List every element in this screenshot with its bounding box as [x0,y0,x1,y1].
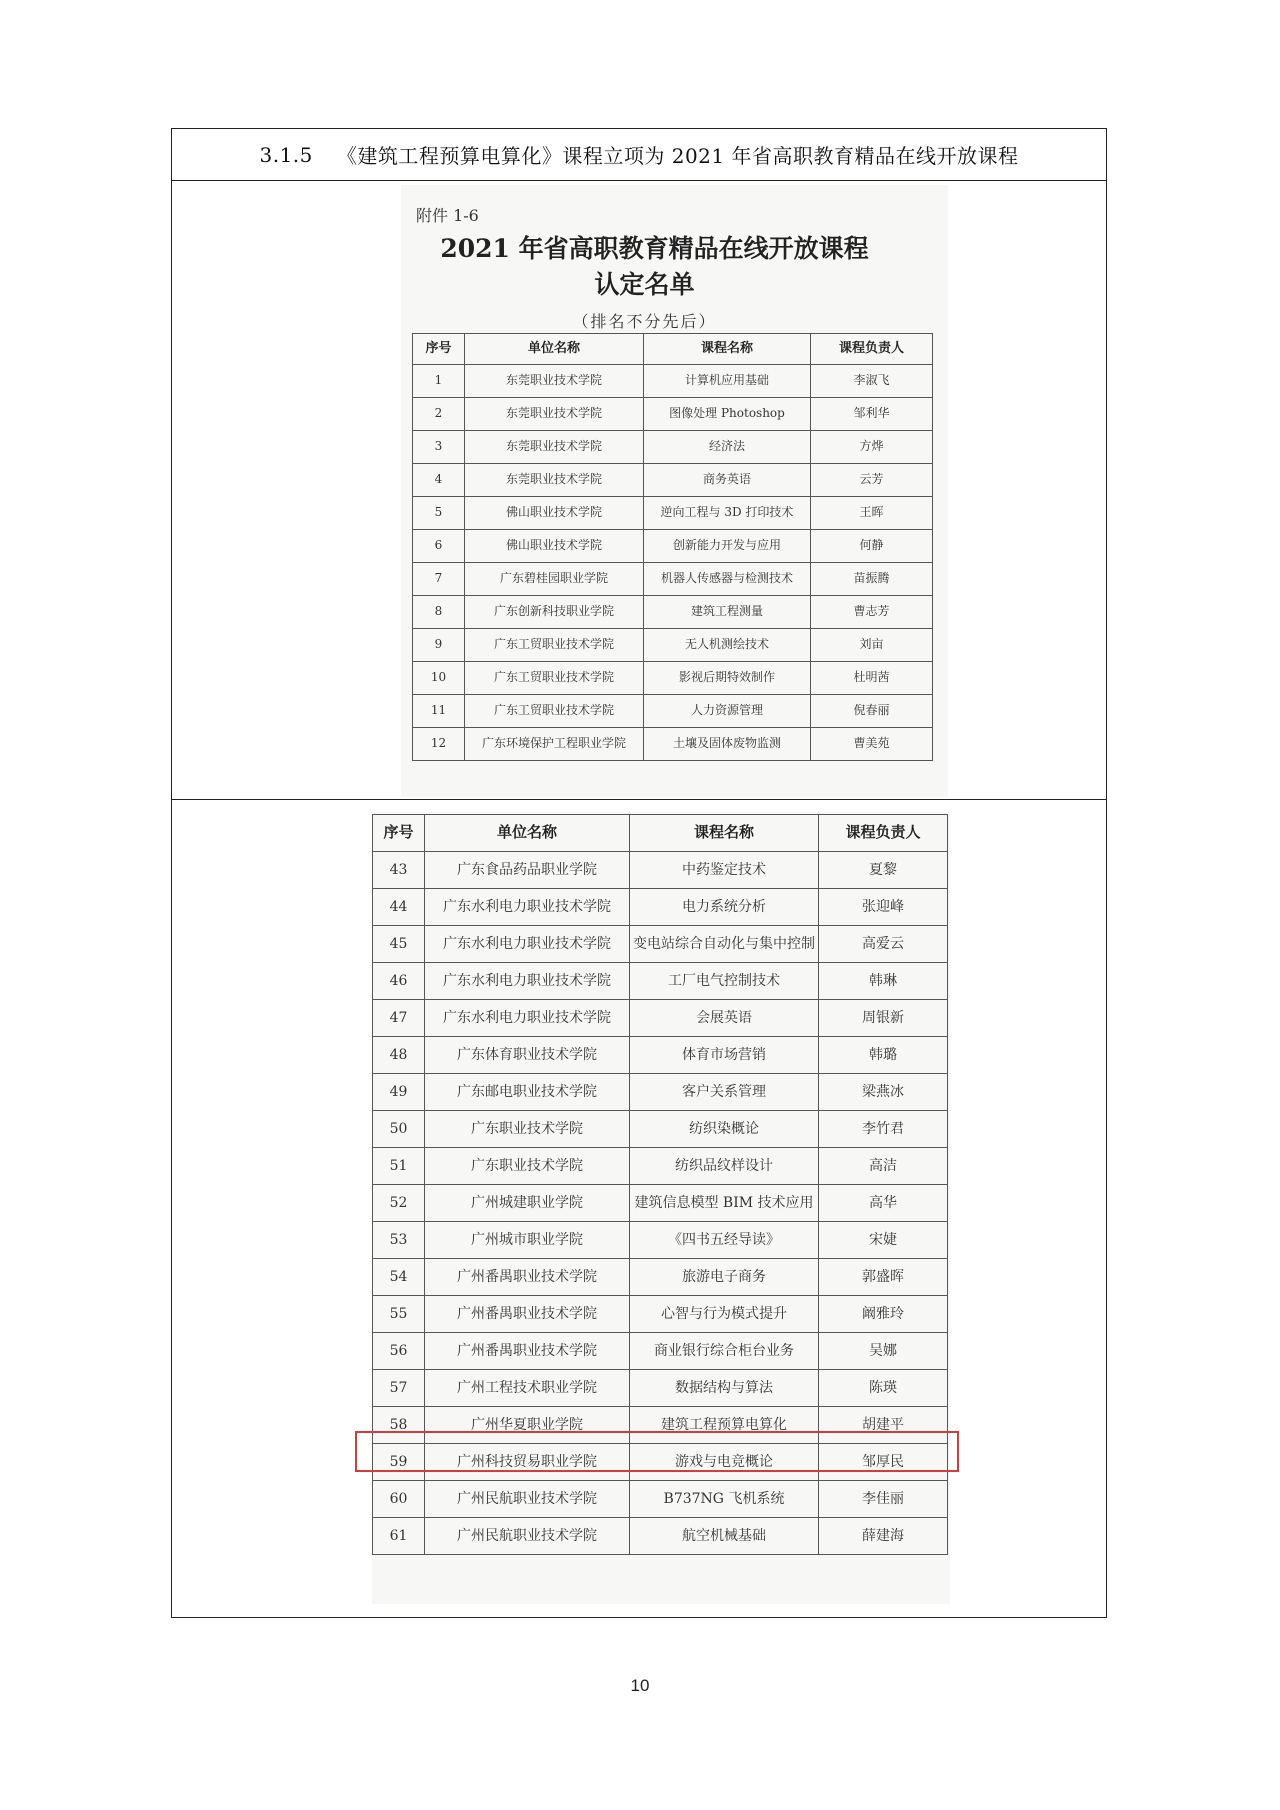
table-row [373,1222,948,1259]
table-row [373,1481,948,1518]
content-frame [171,128,1107,1618]
page-number: 10 [630,1676,650,1695]
cell-course: 纺织品纹样设计 [630,1148,819,1185]
cell-unit: 广东创新科技职业学院 [465,596,644,629]
cell-lead: 陈瑛 [819,1370,948,1407]
cell-course: 建筑信息模型 BIM 技术应用 [630,1185,819,1222]
cell-course: 人力资源管理 [644,695,811,728]
cell-seq: 10 [413,662,465,695]
cell-seq: 60 [373,1481,425,1518]
table-row [373,1111,948,1148]
cell-course: 计算机应用基础 [644,365,811,398]
cell-seq: 48 [373,1037,425,1074]
cell-course: 变电站综合自动化与集中控制 [630,926,819,963]
cell-unit: 东莞职业技术学院 [465,398,644,431]
table-row [413,563,933,596]
table-row [373,1370,948,1407]
table-row [413,464,933,497]
cell-unit: 广东食品药品职业学院 [425,852,630,889]
cell-course: 建筑工程测量 [644,596,811,629]
cell-course: 纺织染概论 [630,1111,819,1148]
cell-lead: 周银新 [819,1000,948,1037]
document-subtitle: 认定名单 [594,270,695,299]
cell-course: 旅游电子商务 [630,1259,819,1296]
cell-seq: 47 [373,1000,425,1037]
cell-lead: 张迎峰 [819,889,948,926]
cell-lead: 邹厚民 [819,1444,948,1481]
cell-lead: 曹美苑 [811,728,933,761]
cell-seq: 45 [373,926,425,963]
cell-lead: 何静 [811,530,933,563]
document-title: 2021 年省高职教育精品在线开放课程 [440,234,869,263]
cell-lead: 方烨 [811,431,933,464]
cell-course: 《四书五经导读》 [630,1222,819,1259]
cell-lead: 李淑飞 [811,365,933,398]
cell-unit: 广东职业技术学院 [425,1148,630,1185]
cell-course: B737NG 飞机系统 [630,1481,819,1518]
cell-unit: 广州番禺职业技术学院 [425,1296,630,1333]
cell-course: 电力系统分析 [630,889,819,926]
header-seq: 序号 [373,815,425,852]
table-header-row [413,334,933,365]
table-row [373,1518,948,1555]
cell-seq: 4 [413,464,465,497]
table-row [413,365,933,398]
cell-unit: 广州科技贸易职业学院 [425,1444,630,1481]
cell-lead: 韩璐 [819,1037,948,1074]
cell-lead: 邹利华 [811,398,933,431]
cell-course: 图像处理 Photoshop [644,398,811,431]
cell-unit: 广州番禺职业技术学院 [425,1333,630,1370]
cell-seq: 12 [413,728,465,761]
table-row [373,1333,948,1370]
cell-lead: 阚雅玲 [819,1296,948,1333]
cell-course: 客户关系管理 [630,1074,819,1111]
cell-lead: 云芳 [811,464,933,497]
cell-unit: 广州番禺职业技术学院 [425,1259,630,1296]
cell-lead: 王晖 [811,497,933,530]
cell-course: 建筑工程预算电算化 [630,1407,819,1444]
table-row [413,596,933,629]
cell-course: 工厂电气控制技术 [630,963,819,1000]
cell-seq: 56 [373,1333,425,1370]
table-row [373,1037,948,1074]
cell-course: 体育市场营销 [630,1037,819,1074]
highlight-box [355,1431,959,1472]
cell-unit: 广东水利电力职业技术学院 [425,889,630,926]
table-row [373,852,948,889]
cell-course: 无人机测绘技术 [644,629,811,662]
cell-unit: 东莞职业技术学院 [465,365,644,398]
header-seq: 序号 [413,334,465,365]
cell-unit: 广州工程技术职业学院 [425,1370,630,1407]
table-row [413,629,933,662]
table-row [373,963,948,1000]
cell-unit: 广东水利电力职业技术学院 [425,963,630,1000]
cell-seq: 52 [373,1185,425,1222]
header-lead: 课程负责人 [811,334,933,365]
cell-seq: 8 [413,596,465,629]
cell-seq: 3 [413,431,465,464]
cell-seq: 50 [373,1111,425,1148]
cell-unit: 广东体育职业技术学院 [425,1037,630,1074]
cell-lead: 高爱云 [819,926,948,963]
header-unit: 单位名称 [465,334,644,365]
cell-course: 航空机械基础 [630,1518,819,1555]
cell-seq: 53 [373,1222,425,1259]
cell-seq: 61 [373,1518,425,1555]
cell-seq: 1 [413,365,465,398]
cell-unit: 东莞职业技术学院 [465,431,644,464]
cell-lead: 高洁 [819,1148,948,1185]
cell-lead: 吴娜 [819,1333,948,1370]
cell-seq: 58 [373,1407,425,1444]
scanned-list-part1 [401,185,948,797]
cell-seq: 49 [373,1074,425,1111]
cell-lead: 郭盛晖 [819,1259,948,1296]
cell-course: 逆向工程与 3D 打印技术 [644,497,811,530]
table-row [413,497,933,530]
table-row [373,926,948,963]
cell-lead: 宋婕 [819,1222,948,1259]
cell-lead: 杜明茜 [811,662,933,695]
table-row [373,889,948,926]
cell-seq: 7 [413,563,465,596]
cell-seq: 43 [373,852,425,889]
cell-lead: 刘亩 [811,629,933,662]
cell-seq: 57 [373,1370,425,1407]
cell-course: 经济法 [644,431,811,464]
cell-unit: 广东职业技术学院 [425,1111,630,1148]
cell-lead: 胡建平 [819,1407,948,1444]
cell-course: 创新能力开发与应用 [644,530,811,563]
cell-seq: 51 [373,1148,425,1185]
cell-unit: 佛山职业技术学院 [465,530,644,563]
table-row [413,728,933,761]
cell-unit: 广东工贸职业技术学院 [465,695,644,728]
cell-unit: 广州民航职业技术学院 [425,1518,630,1555]
cell-unit: 广州城市职业学院 [425,1222,630,1259]
cell-seq: 6 [413,530,465,563]
cell-seq: 55 [373,1296,425,1333]
cell-seq: 2 [413,398,465,431]
table-row [413,662,933,695]
ranking-note: （排名不分先后） [572,312,717,331]
header-course: 课程名称 [630,815,819,852]
section-heading [172,129,1106,181]
cell-seq: 44 [373,889,425,926]
cell-lead: 韩琳 [819,963,948,1000]
table-row [373,1074,948,1111]
cell-unit: 广东水利电力职业技术学院 [425,926,630,963]
cell-lead: 李竹君 [819,1111,948,1148]
cell-unit: 广东工贸职业技术学院 [465,662,644,695]
cell-seq: 46 [373,963,425,1000]
cell-unit: 广东碧桂园职业学院 [465,563,644,596]
cell-course: 中药鉴定技术 [630,852,819,889]
table-row [373,1185,948,1222]
cell-course: 土壤及固体废物监测 [644,728,811,761]
cell-unit: 佛山职业技术学院 [465,497,644,530]
section-divider [172,799,1106,800]
cell-seq: 54 [373,1259,425,1296]
cell-unit: 广东水利电力职业技术学院 [425,1000,630,1037]
table-row [373,1259,948,1296]
cell-lead: 倪春丽 [811,695,933,728]
cell-unit: 东莞职业技术学院 [465,464,644,497]
section-title: 《建筑工程预算电算化》课程立项为 2021 年省高职教育精品在线开放课程 [336,144,1019,168]
cell-lead: 曹志芳 [811,596,933,629]
header-course: 课程名称 [644,334,811,365]
cell-lead: 薛建海 [819,1518,948,1555]
cell-unit: 广州城建职业学院 [425,1185,630,1222]
cell-course: 数据结构与算法 [630,1370,819,1407]
table-row [413,530,933,563]
cell-course: 心智与行为模式提升 [630,1296,819,1333]
table-row [373,1000,948,1037]
section-number: 3.1.5 [259,142,313,167]
header-unit: 单位名称 [425,815,630,852]
table-header-row [373,815,948,852]
cell-unit: 广东环境保护工程职业学院 [465,728,644,761]
cell-seq: 11 [413,695,465,728]
cell-course: 商务英语 [644,464,811,497]
table-row [413,398,933,431]
table-row [413,431,933,464]
cell-course: 游戏与电竞概论 [630,1444,819,1481]
cell-seq: 9 [413,629,465,662]
cell-lead: 夏黎 [819,852,948,889]
cell-lead: 苗振腾 [811,563,933,596]
cell-course: 机器人传感器与检测技术 [644,563,811,596]
scanned-list-part2 [372,812,950,1604]
course-table-part1 [412,333,933,761]
table-row [373,1296,948,1333]
cell-unit: 广州民航职业技术学院 [425,1481,630,1518]
cell-lead: 梁燕冰 [819,1074,948,1111]
cell-course: 会展英语 [630,1000,819,1037]
cell-lead: 高华 [819,1185,948,1222]
header-lead: 课程负责人 [819,815,948,852]
attachment-label: 附件 1-6 [416,206,479,225]
cell-unit: 广州华夏职业学院 [425,1407,630,1444]
cell-unit: 广东邮电职业技术学院 [425,1074,630,1111]
cell-unit: 广东工贸职业技术学院 [465,629,644,662]
cell-seq: 59 [373,1444,425,1481]
cell-course: 影视后期特效制作 [644,662,811,695]
cell-course: 商业银行综合柜台业务 [630,1333,819,1370]
table-row [373,1148,948,1185]
table-row [413,695,933,728]
cell-seq: 5 [413,497,465,530]
cell-lead: 李佳丽 [819,1481,948,1518]
